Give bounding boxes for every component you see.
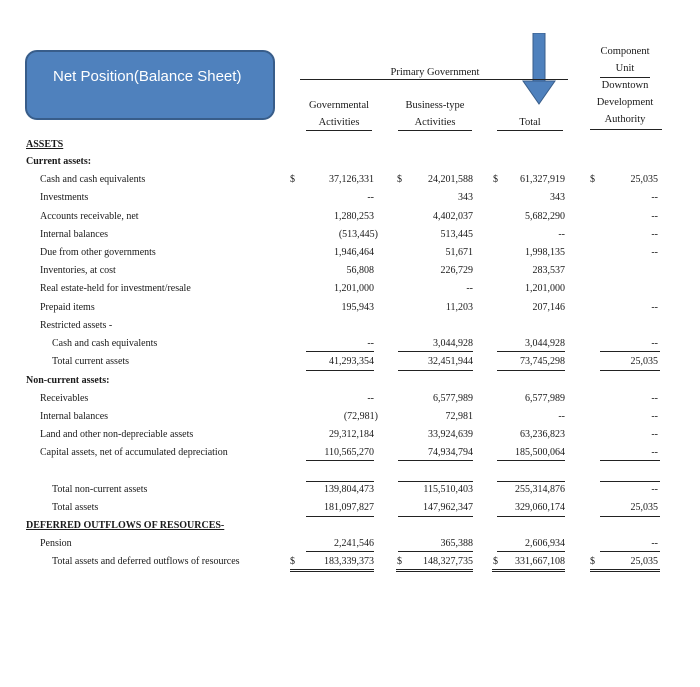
business-type-value: 4,402,037 [433, 211, 473, 222]
total-value: 1,201,000 [525, 283, 565, 294]
total-value: 331,667,108 [515, 556, 565, 567]
total-value: 63,236,823 [520, 429, 565, 440]
currency-symbol: $ [397, 556, 402, 567]
currency-symbol: $ [590, 556, 595, 567]
business-type-value: 32,451,944 [428, 356, 473, 367]
row-label: Real estate-held for investment/resale [40, 283, 191, 294]
total-value: -- [558, 229, 565, 240]
total-rule [497, 370, 565, 371]
subtotal-rule [497, 481, 565, 482]
governmental-value: -- [367, 338, 374, 349]
subtotal-rule [306, 460, 374, 461]
assets-heading: ASSETS [26, 139, 64, 150]
row-label: Cash and cash equivalents [40, 174, 146, 185]
currency-symbol: $ [290, 556, 295, 567]
currency-symbol: $ [590, 174, 595, 185]
subtotal-rule [398, 551, 473, 552]
currency-symbol: $ [290, 174, 295, 185]
total-value: 283,537 [532, 265, 565, 276]
total-header: Total [519, 117, 541, 128]
primary-government-header: Primary Government [390, 67, 480, 78]
grand-total-double-rule [590, 569, 660, 572]
total-rule [306, 370, 374, 371]
total-rule [398, 370, 473, 371]
governmental-value: 2,241,546 [334, 538, 374, 549]
row-label: Internal balances [40, 229, 109, 240]
row-label: Total assets [52, 502, 99, 513]
governmental-underline [306, 130, 372, 131]
component-unit-value: -- [651, 411, 658, 422]
governmental-value: 181,097,827 [324, 502, 374, 513]
governmental-value: (513,445) [338, 229, 378, 240]
subtotal-rule [600, 481, 660, 482]
component-unit-value: -- [651, 447, 658, 458]
subtotal-rule [600, 351, 660, 352]
business-type-value: 6,577,989 [433, 393, 473, 404]
business-type-value: 513,445 [440, 229, 473, 240]
subtotal-rule [398, 481, 473, 482]
total-value: 5,682,290 [525, 211, 565, 222]
total-value: -- [558, 411, 565, 422]
governmental-value: 1,946,464 [334, 247, 374, 258]
total-value: 3,044,928 [525, 338, 565, 349]
non-current-assets-heading: Non-current assets: [26, 375, 110, 386]
business-type-underline [398, 130, 472, 131]
subtotal-rule [306, 351, 374, 352]
total-value: 255,314,876 [515, 484, 565, 495]
current-assets-heading: Current assets: [26, 156, 92, 167]
component-unit-value: -- [651, 538, 658, 549]
net-position-callout [25, 50, 275, 120]
row-label: Capital assets, net of accumulated depreciation [40, 447, 228, 458]
total-value: 2,606,934 [525, 538, 565, 549]
row-label: Total current assets [52, 356, 130, 367]
business-type-value: 72,981 [445, 411, 473, 422]
total-value: 61,327,919 [520, 174, 565, 185]
governmental-value: 1,280,253 [334, 211, 374, 222]
subtotal-rule [497, 551, 565, 552]
component-unit-underline [600, 77, 650, 78]
grand-total-double-rule [396, 569, 473, 572]
subtotal-rule [306, 551, 374, 552]
total-rule [600, 516, 660, 517]
subtotal-rule [497, 351, 565, 352]
component-unit-value: -- [651, 229, 658, 240]
subtotal-rule [398, 351, 473, 352]
total-underline [497, 130, 563, 131]
row-label: Pension [40, 538, 72, 549]
subtotal-rule [497, 460, 565, 461]
business-type-value: 147,962,347 [423, 502, 473, 513]
governmental-value: 139,804,473 [324, 484, 374, 495]
subtotal-rule [600, 460, 660, 461]
subtotal-rule [600, 551, 660, 552]
subtotal-rule [306, 481, 374, 482]
row-label: Prepaid items [40, 302, 95, 313]
business-type-value: 226,729 [440, 265, 473, 276]
business-type-value: -- [466, 283, 473, 294]
business-type-value: 51,671 [445, 247, 473, 258]
governmental-value: 41,293,354 [329, 356, 374, 367]
business-type-value: 365,388 [440, 538, 473, 549]
row-label: Investments [40, 192, 89, 203]
governmental-value: 183,339,373 [324, 556, 374, 567]
governmental-value: 56,808 [346, 265, 374, 276]
total-value: 207,146 [532, 302, 565, 313]
currency-symbol: $ [493, 556, 498, 567]
subtotal-rule [398, 460, 473, 461]
governmental-value: 110,565,270 [324, 447, 374, 458]
governmental-value: 1,201,000 [334, 283, 374, 294]
business-type-value: 115,510,403 [423, 484, 473, 495]
governmental-value: 195,943 [341, 302, 374, 313]
component-unit-value: -- [651, 192, 658, 203]
component-unit-value: -- [651, 338, 658, 349]
component-unit-value: -- [651, 393, 658, 404]
currency-symbol: $ [397, 174, 402, 185]
business-type-value: 74,934,794 [428, 447, 473, 458]
governmental-value: (72,981) [343, 411, 378, 422]
grand-total-double-rule [492, 569, 565, 572]
governmental-header: Governmental Activities [308, 100, 370, 128]
component-unit-value: -- [651, 302, 658, 313]
primary-government-underline [300, 79, 568, 80]
total-value: 343 [550, 192, 565, 203]
callout-title: Net Position(Balance Sheet) [53, 68, 242, 85]
total-value: 185,500,064 [515, 447, 565, 458]
business-type-value: 3,044,928 [433, 338, 473, 349]
total-rule [497, 516, 565, 517]
business-type-header: Business-type Activities [405, 100, 465, 128]
row-label: Internal balances [40, 411, 109, 422]
row-label: Total non-current assets [52, 484, 148, 495]
component-unit-value: -- [651, 247, 658, 258]
business-type-value: 24,201,588 [428, 174, 473, 185]
component-unit-value: -- [651, 484, 658, 495]
component-unit-header: Component Unit Downtown Development Authority [596, 46, 654, 125]
component-unit-value: 25,035 [630, 356, 658, 367]
row-label: Due from other governments [40, 247, 156, 258]
total-value: 329,060,174 [515, 502, 565, 513]
row-label: Receivables [40, 393, 89, 404]
governmental-value: -- [367, 192, 374, 203]
business-type-value: 148,327,735 [423, 556, 473, 567]
row-label: Total assets and deferred outflows of resources [52, 556, 240, 567]
total-value: 6,577,989 [525, 393, 565, 404]
business-type-value: 343 [458, 192, 473, 203]
total-rule [306, 516, 374, 517]
grand-total-double-rule [290, 569, 374, 572]
component-unit-value: -- [651, 211, 658, 222]
component-unit-value: 25,035 [630, 502, 658, 513]
row-label: Inventories, at cost [40, 265, 116, 276]
business-type-value: 33,924,639 [428, 429, 473, 440]
business-type-value: 11,203 [445, 302, 473, 313]
total-rule [600, 370, 660, 371]
total-value: 1,998,135 [525, 247, 565, 258]
deferred-outflows-heading: DEFERRED OUTFLOWS OF RESOURCES- [26, 520, 225, 531]
total-value: 73,745,298 [520, 356, 565, 367]
row-label: Restricted assets - [40, 320, 113, 331]
row-label: Accounts receivable, net [40, 211, 139, 222]
component-authority-underline [590, 129, 662, 130]
governmental-value: -- [367, 393, 374, 404]
currency-symbol: $ [493, 174, 498, 185]
row-label: Cash and cash equivalents [52, 338, 158, 349]
row-label: Land and other non-depreciable assets [40, 429, 194, 440]
component-unit-value: 25,035 [630, 174, 658, 185]
component-unit-value: -- [651, 429, 658, 440]
governmental-value: 29,312,184 [329, 429, 374, 440]
component-unit-value: 25,035 [630, 556, 658, 567]
governmental-value: 37,126,331 [329, 174, 374, 185]
total-rule [398, 516, 473, 517]
